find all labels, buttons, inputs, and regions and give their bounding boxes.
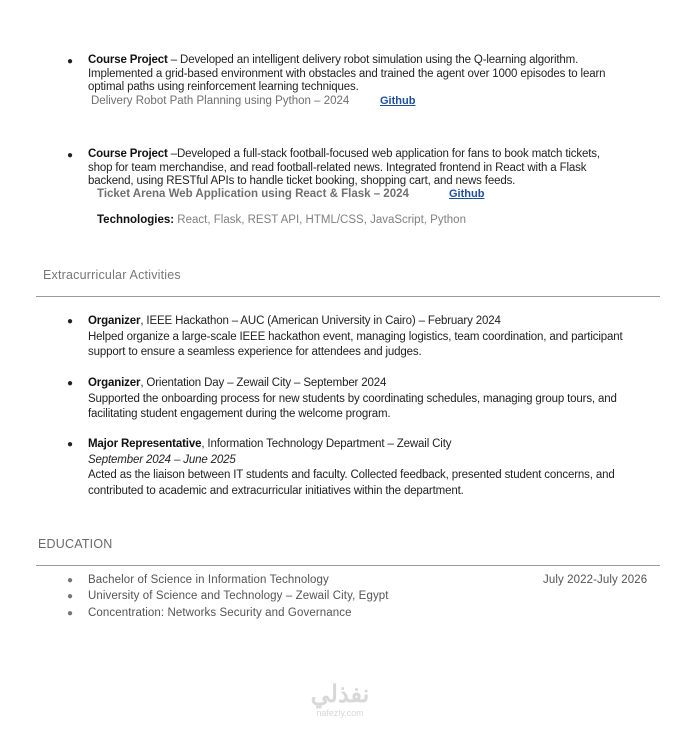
watermark-arabic: نفذلي <box>310 681 370 708</box>
section-divider <box>36 296 660 297</box>
github-link[interactable]: Github <box>449 188 485 200</box>
activity-role: Major Representative <box>88 438 202 450</box>
activity-item-2 <box>88 376 668 423</box>
activity-item-3 <box>88 437 668 499</box>
activity-description: Helped organize a large-scale IEEE hackathon event, managing logistics, team coordination, and participant <box>88 330 623 343</box>
activity-item-1 <box>88 314 668 361</box>
education-university: University of Science and Technology – Zewail City, Egypt <box>88 590 389 602</box>
project-description: shop for team merchandise, and read football-related news. Integrated frontend in React with a Flask <box>88 161 587 174</box>
bullet-icon: ● <box>67 439 74 450</box>
bullet-icon: ● <box>67 316 74 327</box>
bullet-icon: ● <box>67 56 74 67</box>
project-description: –Developed a full-stack football-focused web application for fans to book match tickets, <box>167 148 600 160</box>
section-divider <box>36 565 660 566</box>
github-link[interactable]: Github <box>380 95 416 107</box>
activity-description: support to ensure a seamless experience for attendees and judges. <box>88 346 422 358</box>
project-description: – Developed an intelligent delivery robot simulation using the Q-learning algorithm. <box>167 54 579 66</box>
activity-role: Organizer <box>88 315 141 327</box>
education-concentration: Concentration: Networks Security and Governance <box>88 607 352 619</box>
technologies-line <box>97 214 466 226</box>
bullet-icon: ● <box>67 608 74 619</box>
education-degree: Bachelor of Science in Information Technology <box>88 574 329 586</box>
bullet-icon: ● <box>67 575 74 586</box>
activity-date: September 2024 – June 2025 <box>88 453 236 466</box>
project-subtitle: Ticket Arena Web Application using React & Flask – 2024 <box>97 188 409 200</box>
project-subtitle: Delivery Robot Path Planning using Python – 2024 <box>91 95 350 107</box>
project-description: backend, using RESTful APIs to handle ticket booking, shopping cart, and news feeds. <box>88 175 516 187</box>
activity-org: , Orientation Day – Zewail City – September 2024 <box>140 377 387 389</box>
technologies-value: React, Flask, REST API, HTML/CSS, JavaScript, Python <box>174 214 466 226</box>
project-description: Implemented a grid-based environment with obstacles and trained the agent over 1000 episodes to learn <box>88 67 606 80</box>
watermark-site: nafezly.com <box>316 708 364 718</box>
education-dates: July 2022-July 2026 <box>543 574 648 586</box>
activity-description: contributed to academic and extracurricular initiatives within the department. <box>88 484 464 497</box>
section-heading-education: EDUCATION <box>38 537 113 551</box>
activity-org: , Information Technology Department – Zewail City <box>201 438 452 450</box>
project-description: optimal paths using reinforcement learning techniques. <box>88 81 359 93</box>
activity-description: Acted as the liaison between IT students and faculty. Collected feedback, presented student concerns, and <box>88 469 615 481</box>
activity-role: Organizer <box>88 377 141 389</box>
bullet-icon: ● <box>67 591 74 602</box>
project-title: Course Project <box>88 148 168 160</box>
bullet-icon: ● <box>67 378 74 389</box>
watermark-logo <box>290 682 390 718</box>
technologies-label: Technologies: <box>97 214 175 226</box>
project-item-1 <box>88 54 668 95</box>
activity-org: , IEEE Hackathon – AUC (American University in Cairo) – February 2024 <box>140 315 501 327</box>
section-heading-extracurricular: Extracurricular Activities <box>43 268 181 282</box>
project-item-2 <box>88 148 668 189</box>
activity-description: Supported the onboarding process for new students by coordinating schedules, managing group tours, and <box>88 392 617 405</box>
activity-description: facilitating student engagement during the welcome program. <box>88 408 391 420</box>
bullet-icon: ● <box>67 150 74 161</box>
project-title: Course Project <box>88 54 168 66</box>
